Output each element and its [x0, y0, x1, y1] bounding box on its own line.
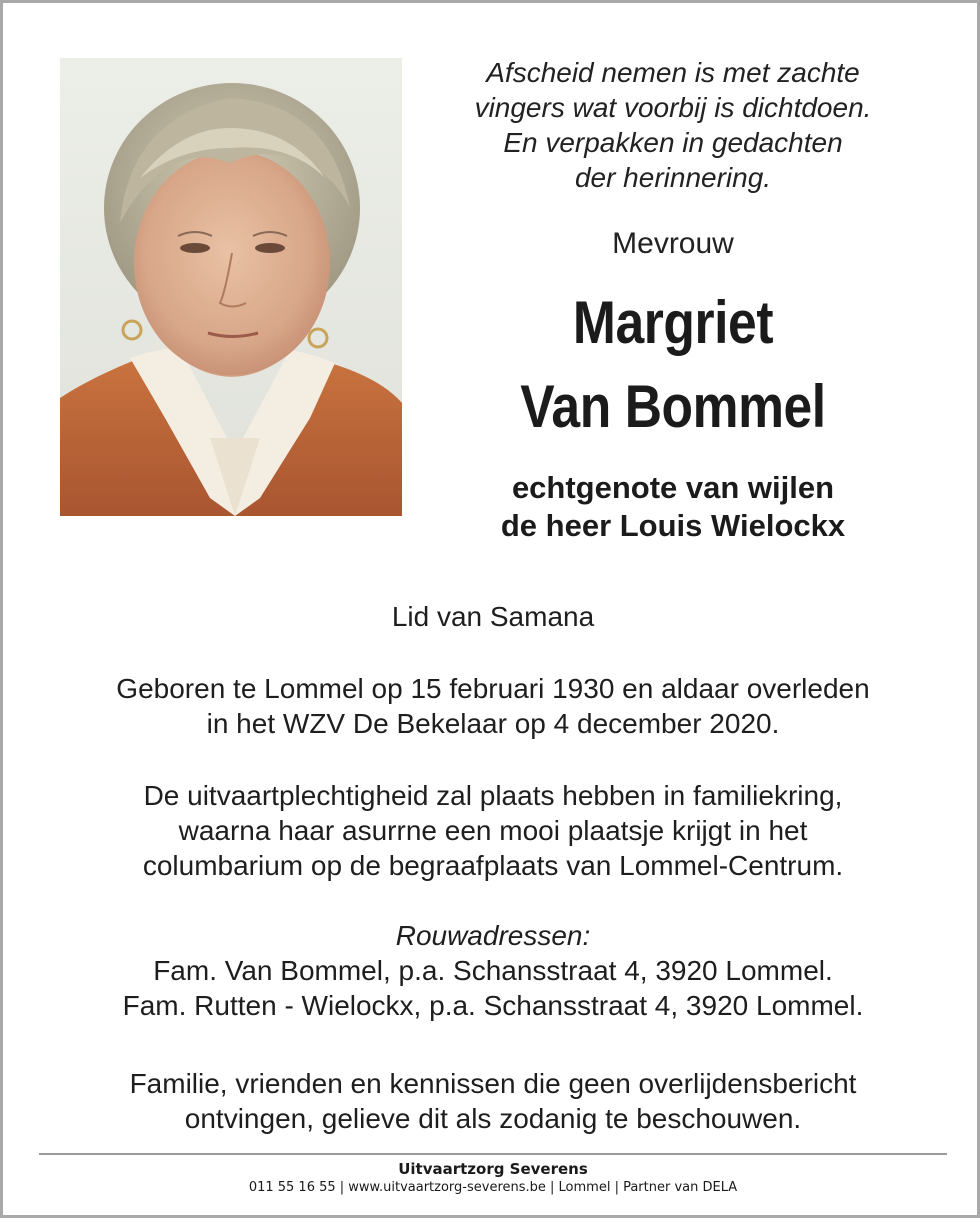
paragraph-line: Familie, vrienden en kennissen die geen overlijdensbericht: [129, 1068, 857, 1099]
birth-death-paragraph: [3, 671, 980, 741]
deceased-name: [458, 281, 888, 449]
poem-line: vingers wat voorbij is dichtdoen.: [474, 92, 872, 123]
ceremony-paragraph: [3, 778, 980, 883]
membership: Lid van Samana: [391, 601, 595, 632]
spouse-line: echtgenote van wijlen: [511, 470, 835, 505]
spouse-text: [423, 469, 923, 545]
poem-line: Afscheid nemen is met zachte: [486, 57, 860, 88]
closing-paragraph: [3, 1066, 980, 1136]
last-name: Van Bommel: [520, 373, 826, 440]
addresses-heading: Rouwadressen:: [395, 920, 591, 951]
funeral-company-name: Uitvaartzorg Severens: [398, 1160, 588, 1178]
poem: [423, 55, 923, 195]
header-text-block: [423, 55, 923, 545]
portrait-illustration: [60, 58, 402, 516]
portrait-photo: [60, 58, 402, 516]
addresses-block: [3, 918, 980, 1023]
spouse-line: de heer Louis Wielockx: [500, 508, 846, 543]
paragraph-line: in het WZV De Bekelaar op 4 december 2020.: [206, 708, 780, 739]
poem-line: der herinnering.: [574, 162, 772, 193]
paragraph-line: De uitvaartplechtigheid zal plaats hebben in familiekring,: [143, 780, 843, 811]
paragraph-line: ontvingen, gelieve dit als zodanig te beschouwen.: [184, 1103, 802, 1134]
footer-divider: [39, 1153, 947, 1155]
address-line: Fam. Rutten - Wielockx, p.a. Schansstraat 4, 3920 Lommel.: [122, 990, 864, 1021]
paragraph-line: Geboren te Lommel op 15 februari 1930 en aldaar overleden: [116, 673, 870, 704]
first-name: Margriet: [572, 289, 774, 356]
funeral-company-info: 011 55 16 55 | www.uitvaartzorg-severens.be | Lommel | Partner van DELA: [248, 1180, 738, 1195]
address-line: Fam. Van Bommel, p.a. Schansstraat 4, 3920 Lommel.: [153, 955, 833, 986]
paragraph-line: columbarium op de begraafplaats van Lommel-Centrum.: [142, 850, 844, 881]
poem-line: En verpakken in gedachten: [503, 127, 843, 158]
paragraph-line: waarna haar asurrne een mooi plaatsje krijgt in het: [178, 815, 808, 846]
honorific: Mevrouw: [612, 227, 734, 260]
